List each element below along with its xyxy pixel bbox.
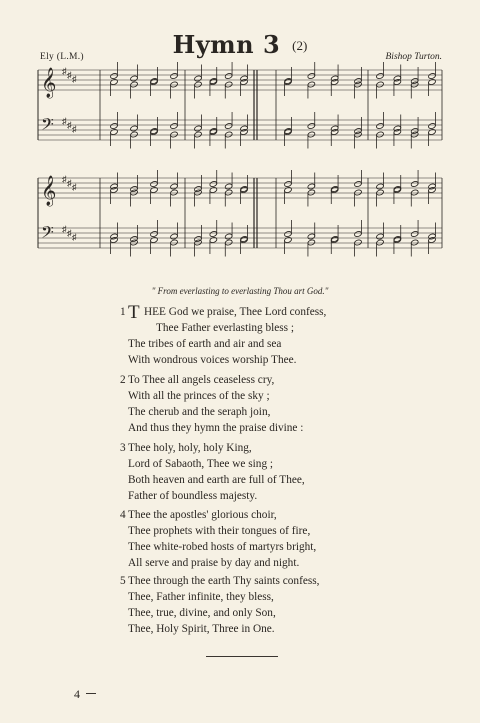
note-head (376, 183, 384, 190)
note-head (307, 189, 315, 196)
note-head (307, 73, 315, 80)
note-head (284, 181, 292, 188)
note-head (194, 239, 202, 246)
note-head (376, 131, 384, 138)
end-rule (206, 656, 278, 657)
verse-line: Thee white-robed hosts of martyrs bright, (128, 541, 317, 553)
note-head (224, 233, 232, 240)
note-head (410, 231, 418, 238)
note-head (130, 75, 138, 82)
verse-line: With all the princes of the sky ; (128, 390, 270, 402)
note-head (393, 129, 401, 136)
sharp-sign: ♯ (67, 70, 72, 80)
note-head (307, 131, 315, 138)
verse-line: T HEE God we praise, Thee Lord confess, (128, 302, 327, 323)
note-head (330, 79, 338, 86)
bass-clef: 𝄢 (41, 222, 54, 246)
treble-clef: 𝄞 (41, 176, 57, 206)
verse-line: The tribes of earth and air and sea (128, 338, 282, 350)
note-head (284, 237, 292, 244)
note-head (110, 237, 118, 244)
note-head (194, 125, 202, 132)
note-head (307, 81, 315, 88)
verse-line: Thee, Father infinite, they bless, (128, 591, 274, 603)
note-head (428, 123, 436, 130)
note-head (209, 181, 217, 188)
verse-4 (120, 507, 317, 571)
note-head (376, 189, 384, 196)
note-head (354, 231, 362, 238)
note-head (376, 233, 384, 240)
treble-clef: 𝄞 (41, 68, 57, 98)
drop-cap: T (128, 302, 140, 323)
note-head (130, 189, 138, 196)
note-head (110, 123, 118, 130)
note-head (110, 129, 118, 136)
sharp-sign: ♯ (72, 182, 77, 192)
note-head (410, 131, 418, 138)
note-head (170, 239, 178, 246)
verse-line: Thee, true, divine, and only Son, (128, 607, 276, 619)
note-head (354, 81, 362, 88)
note-head (130, 131, 138, 138)
note-head (130, 125, 138, 132)
note-head (209, 187, 217, 194)
note-head (376, 73, 384, 80)
note-head (110, 79, 118, 86)
note-head (240, 129, 248, 136)
sharp-sign: ♯ (67, 120, 72, 130)
note-head (240, 79, 248, 86)
sharp-sign: ♯ (72, 124, 77, 134)
note-head (376, 123, 384, 130)
note-head (428, 79, 436, 86)
sharp-sign: ♯ (62, 174, 67, 184)
verse-number: 2 (120, 374, 126, 386)
note-head (130, 239, 138, 246)
note-head (428, 129, 436, 136)
sharp-sign: ♯ (67, 228, 72, 238)
note-head (150, 237, 158, 244)
note-head (194, 81, 202, 88)
verse-line: Thee holy, holy, holy King, (128, 442, 252, 454)
note-head (376, 239, 384, 246)
note-head (224, 189, 232, 196)
note-head (209, 231, 217, 238)
music-score (0, 0, 480, 280)
note-head (224, 183, 232, 190)
verse-line: All serve and praise by day and night. (128, 557, 300, 569)
note-head (284, 187, 292, 194)
note-head (410, 81, 418, 88)
note-head (428, 237, 436, 244)
note-head (170, 123, 178, 130)
note-head (224, 81, 232, 88)
sharp-sign: ♯ (62, 224, 67, 234)
sharp-sign: ♯ (72, 74, 77, 84)
verse-line: And thus they hymn the praise divine : (128, 422, 304, 434)
note-head (170, 233, 178, 240)
note-head (354, 131, 362, 138)
verse-line: Father of boundless majesty. (128, 490, 258, 502)
verse-line: Thee Father everlasting bless ; (156, 322, 295, 334)
verse-line: Thee, Holy Spirit, Three in One. (128, 623, 275, 635)
note-head (150, 181, 158, 188)
bass-clef: 𝄢 (41, 114, 54, 138)
verse-line: The cherub and the seraph join, (128, 406, 271, 418)
note-head (428, 187, 436, 194)
note-head (150, 231, 158, 238)
sharp-sign: ♯ (67, 178, 72, 188)
note-head (224, 73, 232, 80)
sharp-sign: ♯ (72, 232, 77, 242)
note-head (428, 73, 436, 80)
hymn-name: Hymn 3 (172, 30, 281, 59)
verse-number: 4 (120, 509, 126, 521)
verse-line: Both heaven and earth are full of Thee, (128, 474, 305, 486)
note-head (354, 181, 362, 188)
verse-number: 3 (120, 442, 126, 454)
note-head (170, 81, 178, 88)
note-head (410, 239, 418, 246)
note-head (110, 73, 118, 80)
hymn-number: (2) (292, 38, 308, 53)
note-head (307, 233, 315, 240)
note-head (150, 187, 158, 194)
note-head (194, 131, 202, 138)
sharp-sign: ♯ (62, 116, 67, 126)
page-number: 4 (74, 687, 80, 701)
verse-line: Thee prophets with their tongues of fire, (128, 525, 311, 537)
verse-line: With wondrous voices worship Thee. (128, 354, 297, 366)
note-head (130, 81, 138, 88)
verse-line: Thee through the earth Thy saints confess, (128, 575, 320, 587)
note-head (354, 189, 362, 196)
note-head (224, 123, 232, 130)
verse-1 (120, 302, 327, 368)
note-head (170, 189, 178, 196)
verse-number: 5 (120, 575, 126, 587)
verse-2 (120, 372, 304, 436)
note-head (330, 129, 338, 136)
note-head (307, 123, 315, 130)
verse-5 (120, 573, 320, 637)
note-head (354, 239, 362, 246)
verse-3 (120, 440, 305, 504)
sharp-sign: ♯ (62, 66, 67, 76)
note-head (170, 73, 178, 80)
note-head (393, 79, 401, 86)
caption: " From everlasting to everlasting Thou art God." (151, 286, 329, 296)
verse-line: To Thee all angels ceaseless cry, (128, 374, 275, 386)
page-number-dash (86, 693, 96, 694)
tune-name: Ely (L.M.) (40, 52, 84, 62)
note-head (224, 239, 232, 246)
verse-line: Lord of Sabaoth, Thee we sing ; (128, 458, 274, 470)
note-head (307, 239, 315, 246)
note-head (110, 187, 118, 194)
note-head (209, 237, 217, 244)
note-head (376, 81, 384, 88)
note-head (284, 231, 292, 238)
note-head (224, 131, 232, 138)
note-head (307, 183, 315, 190)
author-name: Bishop Turton. (385, 52, 442, 62)
note-head (410, 181, 418, 188)
verse-line: Thee the apostles' glorious choir, (128, 509, 277, 521)
note-head (170, 131, 178, 138)
note-head (194, 189, 202, 196)
note-head (170, 183, 178, 190)
note-head (410, 189, 418, 196)
verse-number: 1 (120, 306, 126, 318)
note-head (194, 75, 202, 82)
